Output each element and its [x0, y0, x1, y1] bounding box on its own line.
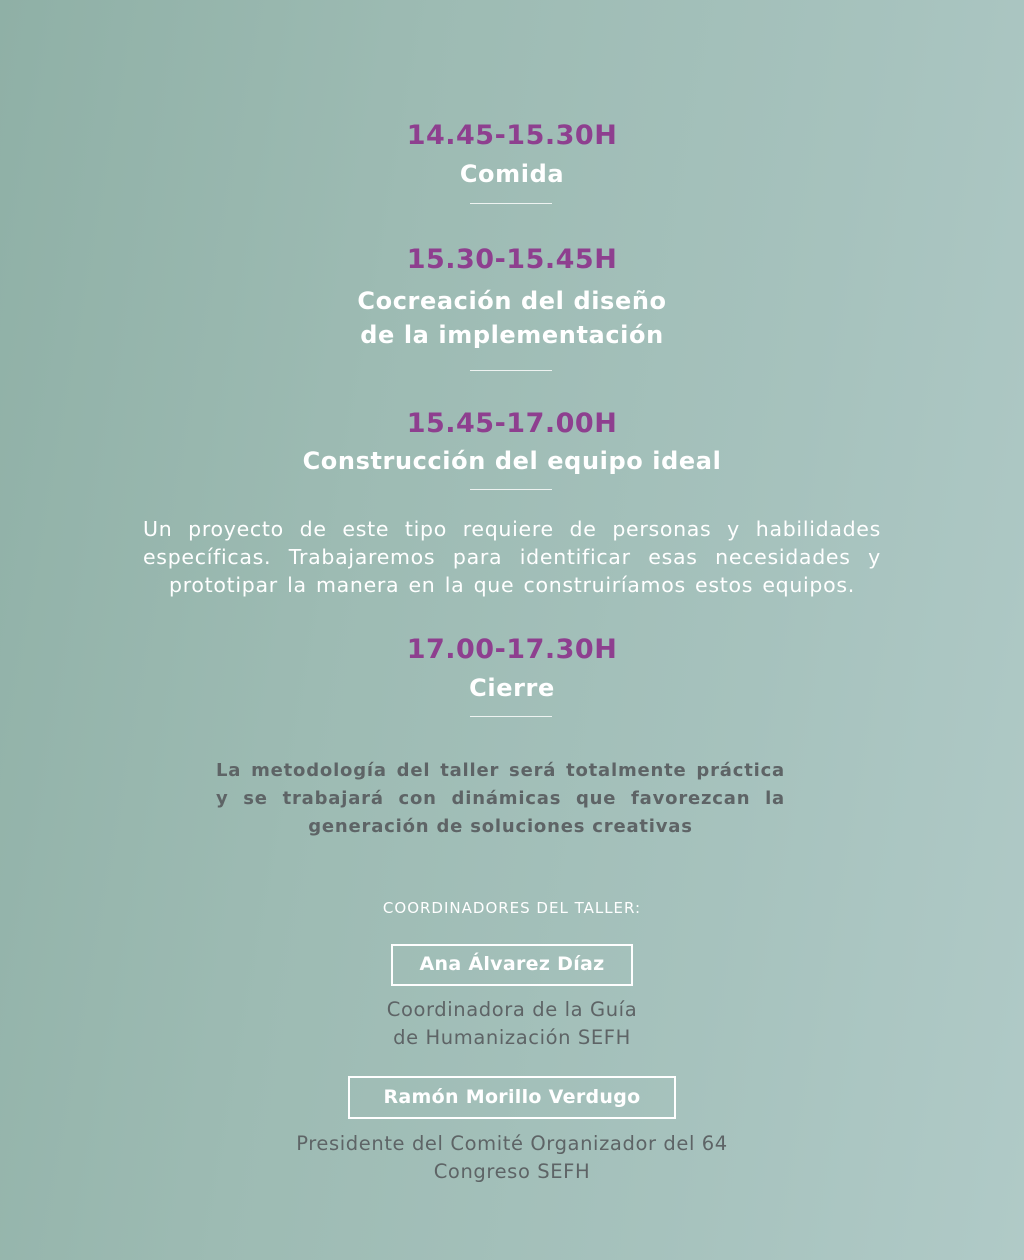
divider-2 [470, 370, 552, 371]
time-slot-3: 15.45-17.00H [406, 408, 618, 439]
coordinators-label: COORDINADORES DEL TALLER: [382, 899, 642, 917]
divider-3 [470, 489, 552, 490]
divider-4 [470, 716, 552, 717]
coordinator-name-1: Ana Álvarez Díaz [419, 953, 605, 975]
description-line-2: específicas. Trabajaremos para identificar esas necesidades y [143, 545, 881, 569]
coordinator-role-2 [0, 1130, 1024, 1186]
session-title-2-line-1: Cocreación del diseño [357, 287, 667, 315]
divider-1 [470, 203, 552, 204]
coordinator-role-1 [0, 996, 1024, 1052]
methodology-line-2: y se trabajará con dinámicas que favorezcan la [216, 788, 785, 809]
time-slot-1: 14.45-15.30H [406, 120, 618, 151]
coordinator-name-box-1 [391, 944, 633, 986]
coordinator-role-2-line-2: Congreso SEFH [433, 1160, 591, 1183]
coordinator-name-2: Ramón Morillo Verdugo [383, 1086, 641, 1108]
session-title-4: Cierre [469, 674, 555, 702]
methodology-note [216, 757, 785, 841]
coordinator-role-1-line-1: Coordinadora de la Guía [386, 998, 638, 1021]
session-title-3: Construcción del equipo ideal [302, 447, 722, 475]
time-slot-2: 15.30-15.45H [406, 244, 618, 275]
coordinator-name-box-2 [348, 1076, 676, 1119]
coordinator-role-2-line-1: Presidente del Comité Organizador del 64 [296, 1132, 728, 1155]
session-title-2-line-2: de la implementación [360, 321, 664, 349]
methodology-line-3: generación de soluciones creativas [308, 816, 693, 837]
session-title-1: Comida [459, 160, 565, 188]
coordinator-role-1-line-2: de Humanización SEFH [393, 1026, 631, 1049]
description-line-1: Un proyecto de este tipo requiere de personas y habilidades [143, 517, 881, 541]
session-description [143, 515, 881, 599]
description-line-3: prototipar la manera en la que construiríamos estos equipos. [169, 573, 855, 597]
methodology-line-1: La metodología del taller será totalmente práctica [216, 760, 785, 781]
time-slot-4: 17.00-17.30H [406, 634, 618, 665]
